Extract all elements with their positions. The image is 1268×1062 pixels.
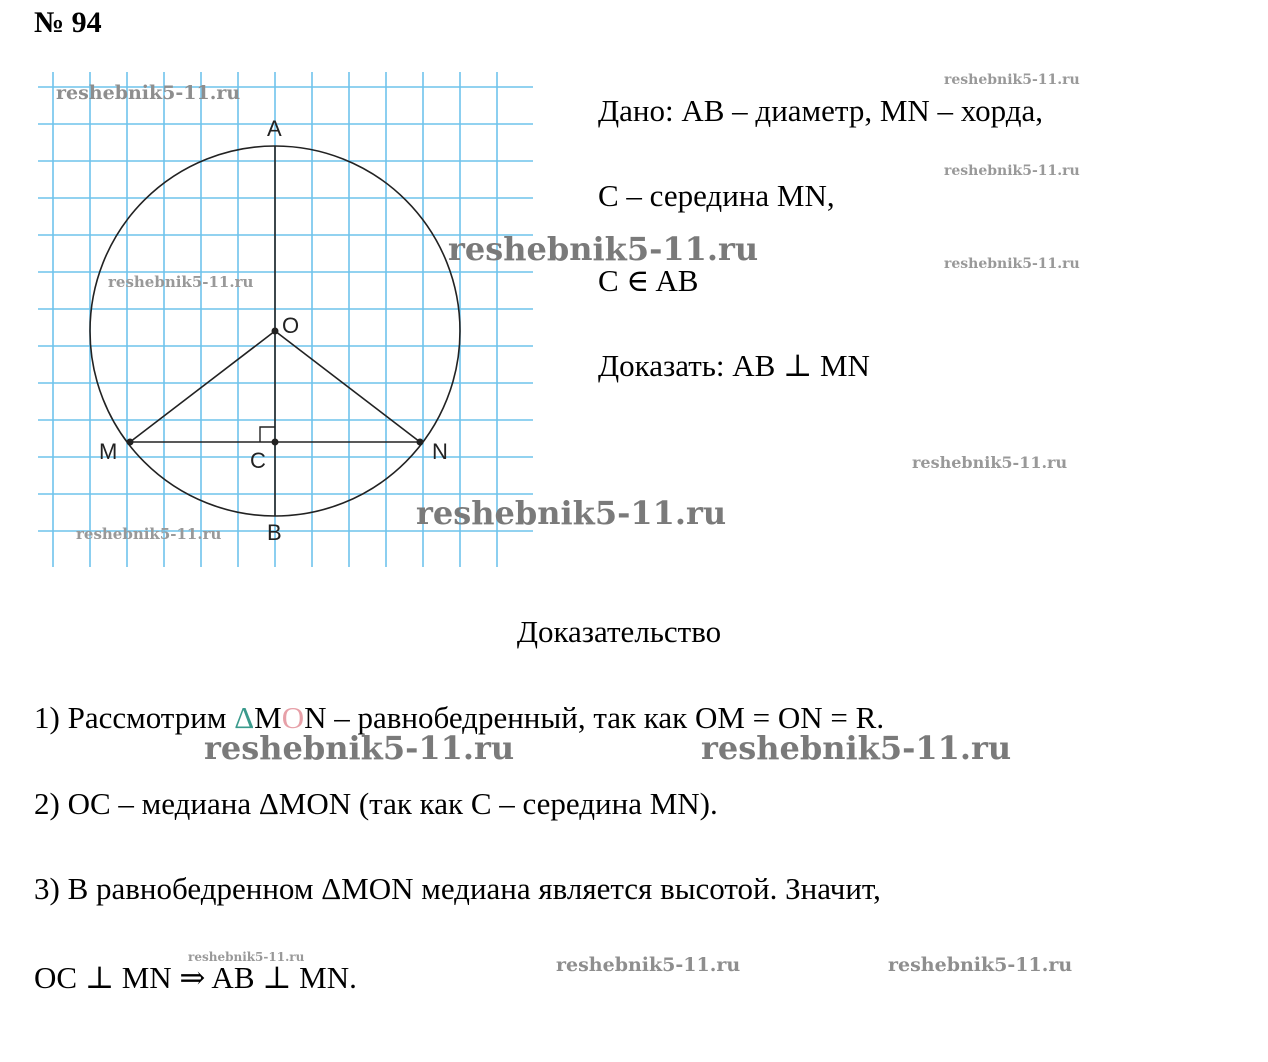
watermark: reshebnik5-11.ru — [416, 494, 727, 532]
step1-n: N — [304, 700, 327, 735]
watermark: reshebnik5-11.ru — [188, 950, 305, 964]
step1-prefix: 1) Рассмотрим — [34, 700, 235, 735]
label-A: A — [267, 116, 282, 141]
prove-statement: Доказать: AB ⊥ MN — [598, 348, 870, 383]
proof-conclusion: OC ⊥ MN ⇒ AB ⊥ MN. — [34, 960, 357, 995]
label-O: O — [282, 313, 300, 338]
step1-suffix: – равнобедренный, так как OM = ON = R. — [326, 700, 885, 735]
label-N: N — [432, 439, 448, 464]
proof-heading: Доказательство — [516, 614, 722, 649]
geometry-figure — [38, 72, 533, 567]
point-O — [272, 328, 279, 335]
problem-number: № 94 — [34, 6, 102, 39]
given-line-3: C ∈ AB — [598, 263, 699, 298]
label-M: M — [99, 439, 118, 464]
watermark: reshebnik5-11.ru — [888, 954, 1073, 976]
watermark: reshebnik5-11.ru — [56, 82, 241, 104]
watermark: reshebnik5-11.ru — [204, 729, 515, 767]
segment-ON — [275, 331, 420, 442]
point-M — [127, 439, 134, 446]
proof-step-3: 3) В равнобедренном ΔMON медиана является высотой. Значит, — [34, 871, 881, 906]
watermark: reshebnik5-11.ru — [108, 273, 254, 291]
triangle-symbol: Δ — [234, 700, 255, 735]
watermark: reshebnik5-11.ru — [944, 163, 1080, 179]
watermark: reshebnik5-11.ru — [944, 72, 1080, 88]
step1-o: O — [281, 700, 305, 735]
segment-OM — [130, 331, 275, 442]
proof-step-2: 2) OC – медиана ΔMON (так как C – середина MN). — [34, 786, 718, 821]
watermark: reshebnik5-11.ru — [76, 525, 222, 543]
label-B: B — [267, 520, 282, 545]
watermark: reshebnik5-11.ru — [556, 954, 741, 976]
step1-m: M — [254, 700, 282, 735]
watermark: reshebnik5-11.ru — [912, 453, 1068, 472]
watermark: reshebnik5-11.ru — [944, 256, 1080, 272]
label-C: C — [250, 448, 266, 473]
given-line-2: C – середина MN, — [598, 178, 835, 213]
point-C — [272, 439, 279, 446]
point-N — [417, 439, 424, 446]
given-line-1: Дано: AB – диаметр, MN – хорда, — [598, 93, 1043, 128]
watermark: reshebnik5-11.ru — [701, 729, 1012, 767]
watermark: reshebnik5-11.ru — [448, 230, 759, 268]
